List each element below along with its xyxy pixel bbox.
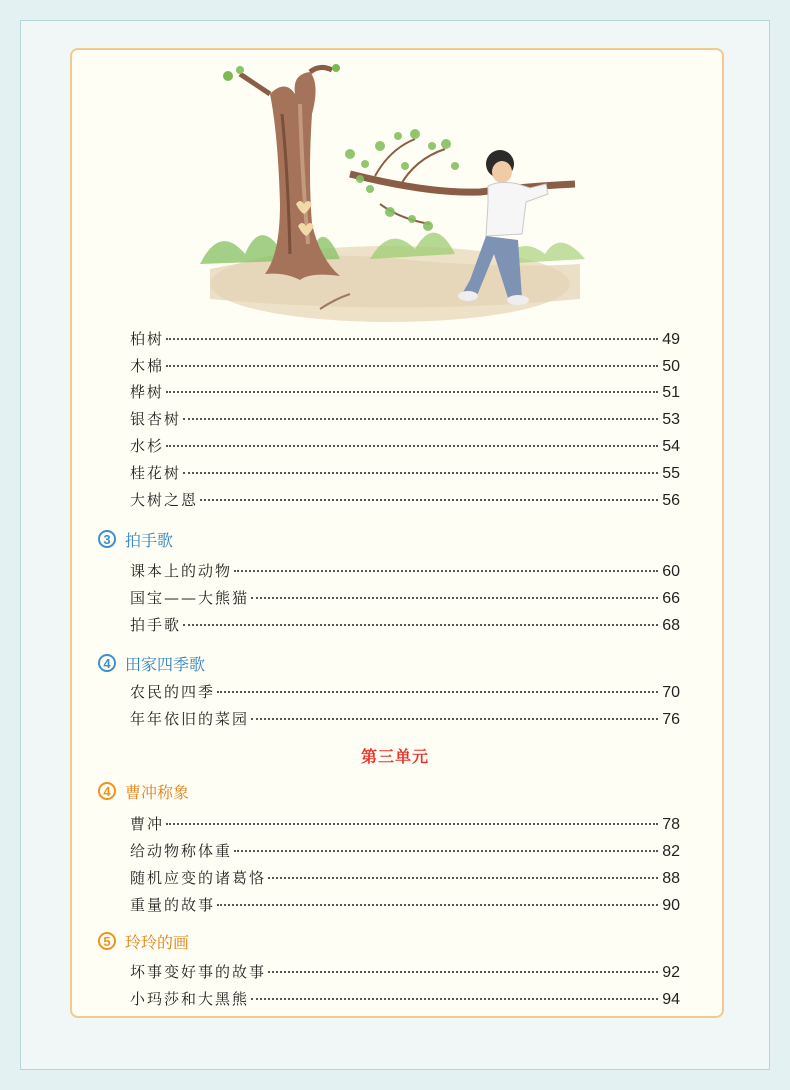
dot-leader [200, 499, 658, 501]
dot-leader [183, 624, 658, 626]
dot-leader [166, 365, 658, 367]
lesson-heading[interactable] [98, 928, 189, 954]
page-number: 92 [662, 964, 680, 981]
dot-leader [234, 570, 658, 572]
dot-leader [268, 877, 658, 879]
page-number: 76 [662, 711, 680, 728]
entry-title: 课本上的动物 [130, 562, 233, 580]
dot-leader [251, 597, 658, 599]
lesson-title: 拍手歌 [125, 530, 174, 550]
lesson-title: 玲玲的画 [125, 932, 190, 952]
lesson-number-badge: 4 [98, 654, 116, 672]
toc-entry[interactable] [130, 988, 680, 1012]
toc-entry[interactable] [130, 813, 680, 837]
entry-title: 拍手歌 [130, 616, 182, 634]
toc-entry[interactable] [130, 328, 680, 352]
page-number: 60 [662, 563, 680, 580]
lesson-heading[interactable] [98, 526, 173, 552]
entry-title: 随机应变的诸葛恪 [130, 869, 267, 887]
entry-title: 年年依旧的菜园 [130, 710, 250, 728]
page-number: 50 [662, 358, 680, 375]
toc-entry[interactable] [130, 681, 680, 705]
dot-leader [183, 418, 658, 420]
page-number: 78 [662, 816, 680, 833]
toc-entry[interactable] [130, 355, 680, 379]
toc-entry[interactable] [130, 408, 680, 432]
lesson-number-badge: 3 [98, 530, 116, 548]
page-number: 68 [662, 617, 680, 634]
toc-entry[interactable] [130, 840, 680, 864]
entry-title: 大树之恩 [130, 491, 199, 509]
lesson-heading[interactable] [98, 650, 205, 676]
toc-entry[interactable] [130, 587, 680, 611]
entry-title: 农民的四季 [130, 683, 216, 701]
page-number: 66 [662, 590, 680, 607]
entry-title: 国宝——大熊猫 [130, 589, 250, 607]
page-number: 82 [662, 843, 680, 860]
toc-entry[interactable] [130, 489, 680, 513]
page-number: 90 [662, 897, 680, 914]
entry-title: 桦树 [130, 383, 165, 401]
toc-entry[interactable] [130, 894, 680, 918]
lesson-number-badge: 5 [98, 932, 116, 950]
toc-entry[interactable] [130, 560, 680, 584]
page-number: 49 [662, 331, 680, 348]
toc-entry[interactable] [130, 961, 680, 985]
toc-entry[interactable] [130, 462, 680, 486]
lesson-title: 田家四季歌 [125, 654, 206, 674]
dot-leader [166, 445, 658, 447]
dot-leader [268, 971, 658, 973]
entry-title: 水杉 [130, 437, 165, 455]
page-number: 55 [662, 465, 680, 482]
page-number: 51 [662, 384, 680, 401]
toc-entry[interactable] [130, 867, 680, 891]
dot-leader [183, 472, 658, 474]
entry-title: 柏树 [130, 330, 165, 348]
entry-title: 重量的故事 [130, 896, 216, 914]
dot-leader [166, 391, 658, 393]
entry-title: 桂花树 [130, 464, 182, 482]
dot-leader [217, 904, 658, 906]
toc-entry[interactable] [130, 435, 680, 459]
entry-title: 银杏树 [130, 410, 182, 428]
unit-heading: 第三单元 [360, 747, 429, 766]
page-number: 56 [662, 492, 680, 509]
dot-leader [234, 850, 658, 852]
entry-title: 给动物称体重 [130, 842, 233, 860]
entry-title: 坏事变好事的故事 [130, 963, 267, 981]
entry-title: 曹冲 [130, 815, 165, 833]
tree-and-boy-illustration [200, 54, 590, 324]
page-number: 70 [662, 684, 680, 701]
toc-entry[interactable] [130, 708, 680, 732]
dot-leader [166, 338, 658, 340]
dot-leader [166, 823, 658, 825]
page-number: 88 [662, 870, 680, 887]
toc-entry[interactable] [130, 614, 680, 638]
page-number: 53 [662, 411, 680, 428]
entry-title: 木棉 [130, 357, 165, 375]
dot-leader [251, 718, 658, 720]
page-number: 54 [662, 438, 680, 455]
entry-title: 小玛莎和大黑熊 [130, 990, 250, 1008]
lesson-title: 曹冲称象 [125, 782, 190, 802]
dot-leader [217, 691, 658, 693]
lesson-number-badge: 4 [98, 782, 116, 800]
dot-leader [251, 998, 658, 1000]
page-number: 94 [662, 991, 680, 1008]
lesson-heading[interactable] [98, 778, 189, 804]
toc-entry[interactable] [130, 381, 680, 405]
